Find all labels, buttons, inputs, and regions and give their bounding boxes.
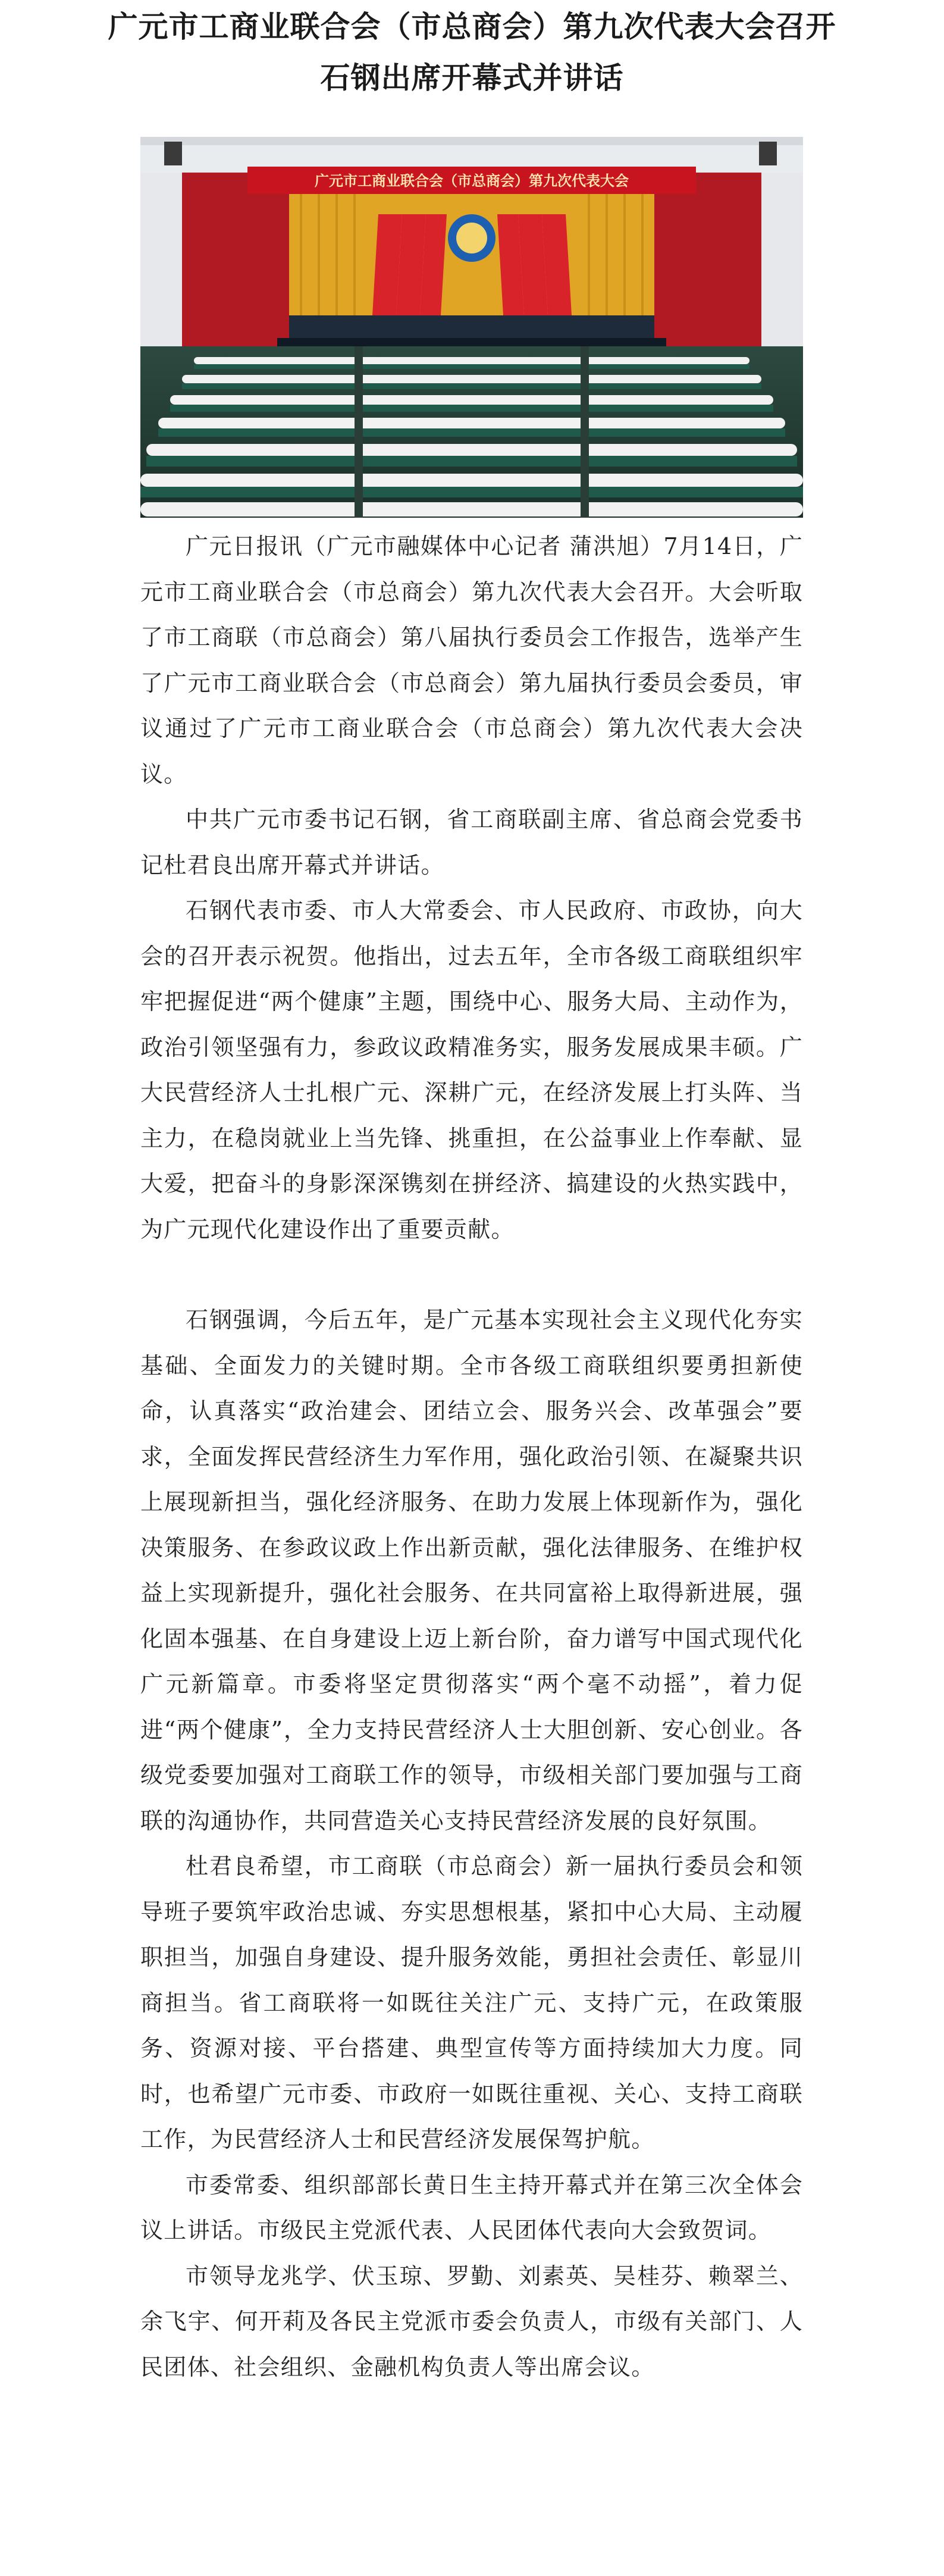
conference-photo [140,137,803,518]
article-headline: 广元市工商业联合会（市总商会）第九次代表大会召开石钢出席开幕式并讲话 [108,9,836,95]
paragraph-attendees: 中共广元市委书记石钢，省工商联副主席、省总商会党委书记杜君良出席开幕式并讲话。 [140,806,803,878]
paragraph-lead: 广元日报讯（广元市融媒体中心记者 蒲洪旭）7月14日，广元市工商业联合会（市总商会）第九次代表大会召开。大会听取了市工商联（市总商会）第八届执行委员会工作报告，选举产生了广元市工商业联合会（市总商会）第九届执行委员会委员，审议通过了广元市工商业联合会（市总商会）第九次代表大会决议。 [140,533,803,787]
paragraph-dujunliang: 杜君良希望，市工商联（市总商会）新一届执行委员会和领导班子要筑牢政治忠诚、夯实思想根基，紧扣中心大局、主动履职担当，加强自身建设、提升服务效能，勇担社会责任、彰显川商担当。省工商联将一如既往关注广元、支持广元，在政策服务、资源对接、平台搭建、典型宣传等方面持续加大力度。同时，也希望广元市委、市政府一如既往重视、关心、支持工商联工作，为民营经济人士和民营经济发展保驾护航。 [140,1853,803,2152]
paragraph-leaders: 市领导龙兆学、伏玉琼、罗勤、刘素英、吴桂芬、赖翠兰、余飞宇、何开莉及各民主党派市委会负责人，市级有关部门、人民团体、社会组织、金融机构负责人等出席会议。 [140,2262,803,2380]
paragraph-gap [140,1252,803,1297]
article-body [140,524,803,2390]
paragraph-shigang-emphasis: 石钢强调，今后五年，是广元基本实现社会主义现代化夯实基础、全面发力的关键时期。全市各级工商联组织要勇担新使命，认真落实“政治建会、团结立会、服务兴会、改革强会”要求，全面发挥民营经济生力军作用，强化政治引领、在凝聚共识上展现新担当，强化经济服务、在助力发展上体现新作为，强化决策服务、在参政议政上作出新贡献，强化法律服务、在维护权益上实现新提升，强化社会服务、在共同富裕上取得新进展，强化固本强基、在自身建设上迈上新台阶，奋力谱写中国式现代化广元新篇章。市委将坚定贯彻落实“两个毫不动摇”，着力促进“两个健康”，全力支持民营经济人士大胆创新、安心创业。各级党委要加强对工商联工作的领导，市级相关部门要加强与工商联的沟通协作，共同营造关心支持民营经济发展的良好氛围。 [140,1307,803,1834]
paragraph-host: 市委常委、组织部部长黄日生主持开幕式并在第三次全体会议上讲话。市级民主党派代表、人民团体代表向大会致贺词。 [140,2171,803,2243]
conference-hall-illustration [140,137,803,518]
paragraph-shigang-remarks: 石钢代表市委、市人大常委会、市人民政府、市政协，向大会的召开表示祝贺。他指出，过去五年，全市各级工商联组织牢牢把握促进“两个健康”主题，围绕中心、服务大局、主动作为，政治引领坚强有力，参政议政精准务实，服务发展成果丰硕。广大民营经济人士扎根广元、深耕广元，在经济发展上打头阵、当主力，在稳岗就业上当先锋、挑重担，在公益事业上作奉献、显大爱，把奋斗的身影深深镌刻在拼经济、搞建设的火热实践中，为广元现代化建设作出了重要贡献。 [140,897,803,1242]
banner-text: 广元市工商业联合会（市总商会）第九次代表大会 [315,173,629,189]
